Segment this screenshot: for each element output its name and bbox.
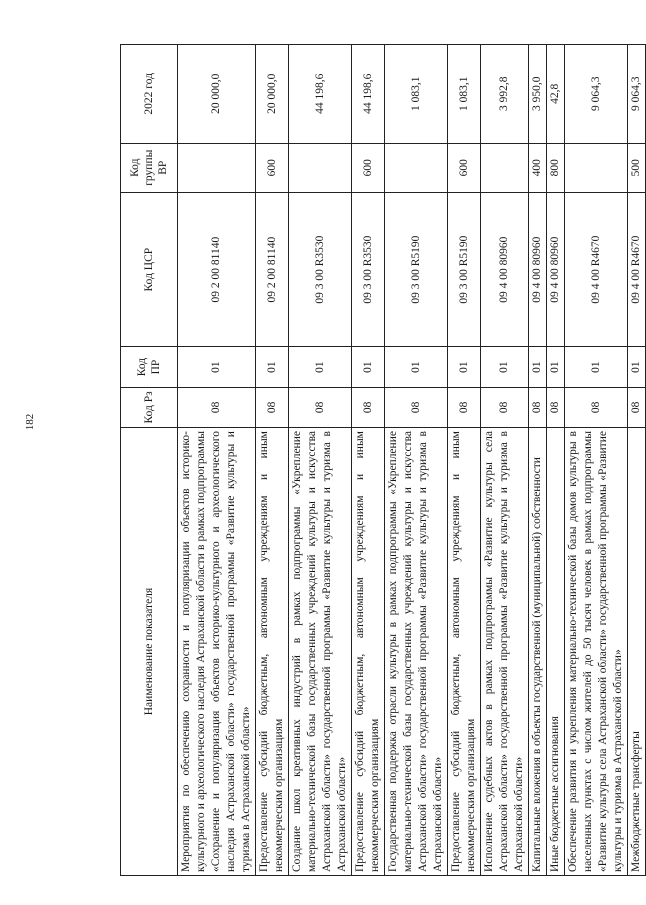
table-row <box>385 45 448 876</box>
row-pr-cell: 01 <box>547 347 565 387</box>
row-vr-cell <box>178 143 256 192</box>
table-row <box>565 45 628 876</box>
row-value-cell: 20 000,0 <box>178 45 256 144</box>
row-name-cell: Обеспечение развития и укрепления материально-технической базы домов культуры в населенных пунктах с числом жителей до 50 тысяч человек в рамках подпрограммы «Развитие культуры села Астраханской области» государственной программы «Развитие культуры и туризма в Астраханской области» <box>565 428 628 876</box>
row-csr-cell: 09 4 00 80960 <box>547 192 565 347</box>
row-csr-cell: 09 4 00 R4670 <box>565 192 628 347</box>
row-pr-cell: 01 <box>178 347 256 387</box>
row-vr-cell: 500 <box>628 143 646 192</box>
row-pr-cell: 01 <box>565 347 628 387</box>
row-vr-cell <box>385 143 448 192</box>
row-name-cell: Предоставление субсидий бюджетным, автономным учреждениям и иным некоммерческим организациям <box>352 428 385 876</box>
row-value-cell: 9 064,3 <box>565 45 628 144</box>
header-name: Наименование показателя <box>121 428 178 876</box>
header-row <box>121 45 178 876</box>
page-number: 182 <box>24 413 36 431</box>
row-pr-cell: 01 <box>529 347 547 387</box>
row-pr-cell: 01 <box>448 347 481 387</box>
row-csr-cell: 09 3 00 R3530 <box>352 192 385 347</box>
row-rz-cell: 08 <box>256 387 289 427</box>
row-value-cell: 20 000,0 <box>256 45 289 144</box>
row-csr-cell: 09 4 00 80960 <box>481 192 529 347</box>
row-rz-cell: 08 <box>529 387 547 427</box>
row-name-cell: Иные бюджетные ассигнования <box>547 428 565 876</box>
budget-table <box>120 44 646 876</box>
row-vr-cell <box>565 143 628 192</box>
row-rz-cell: 08 <box>565 387 628 427</box>
row-rz-cell: 08 <box>352 387 385 427</box>
row-pr-cell: 01 <box>289 347 352 387</box>
header-vr: Код группы ВР <box>121 143 178 192</box>
row-value-cell: 3 992,8 <box>481 45 529 144</box>
row-csr-cell: 09 4 00 80960 <box>529 192 547 347</box>
row-value-cell: 42,8 <box>547 45 565 144</box>
table-row <box>481 45 529 876</box>
row-vr-cell: 600 <box>352 143 385 192</box>
row-rz-cell: 08 <box>385 387 448 427</box>
row-name-cell: Межбюджетные трансферты <box>628 428 646 876</box>
row-vr-cell: 800 <box>547 143 565 192</box>
header-year: 2022 год <box>121 45 178 144</box>
row-name-cell: Капитальные вложения в объекты государственной (муниципальной) собственности <box>529 428 547 876</box>
row-rz-cell: 08 <box>448 387 481 427</box>
row-csr-cell: 09 2 00 81140 <box>178 192 256 347</box>
row-rz-cell: 08 <box>547 387 565 427</box>
table-row <box>178 45 256 876</box>
row-csr-cell: 09 4 00 R4670 <box>628 192 646 347</box>
row-rz-cell: 08 <box>481 387 529 427</box>
row-value-cell: 44 198,6 <box>352 45 385 144</box>
row-pr-cell: 01 <box>385 347 448 387</box>
row-vr-cell: 400 <box>529 143 547 192</box>
row-pr-cell: 01 <box>256 347 289 387</box>
row-csr-cell: 09 3 00 R3530 <box>289 192 352 347</box>
table-row <box>628 45 646 876</box>
row-rz-cell: 08 <box>289 387 352 427</box>
row-rz-cell: 08 <box>628 387 646 427</box>
row-vr-cell <box>289 143 352 192</box>
row-value-cell: 3 950,0 <box>529 45 547 144</box>
row-rz-cell: 08 <box>178 387 256 427</box>
row-vr-cell: 600 <box>448 143 481 192</box>
row-value-cell: 9 064,3 <box>628 45 646 144</box>
row-name-cell: Мероприятия по обеспечению сохранности и популяризации объектов историко-культурного и археологического наследия Астраханской области в рамках подпрограммы «Сохранение и популяризация объектов историко-культурного и археологического наследия Астраханской области» государственной программы «Развитие культуры и туризма в Астраханской области» <box>178 428 256 876</box>
row-value-cell: 1 083,1 <box>385 45 448 144</box>
row-pr-cell: 01 <box>352 347 385 387</box>
table-row <box>289 45 352 876</box>
table-row <box>256 45 289 876</box>
table-row <box>352 45 385 876</box>
row-pr-cell: 01 <box>628 347 646 387</box>
row-value-cell: 1 083,1 <box>448 45 481 144</box>
row-vr-cell <box>481 143 529 192</box>
row-name-cell: Предоставление субсидий бюджетным, автономным учреждениям и иным некоммерческим организациям <box>448 428 481 876</box>
row-vr-cell: 600 <box>256 143 289 192</box>
row-pr-cell: 01 <box>481 347 529 387</box>
row-value-cell: 44 198,6 <box>289 45 352 144</box>
row-name-cell: Исполнение судебных актов в рамках подпрограммы «Развитие культуры села Астраханской области» государственной программы «Развитие культуры и туризма в Астраханской области» <box>481 428 529 876</box>
table-row <box>448 45 481 876</box>
row-name-cell: Создание школ креативных индустрий в рамках подпрограммы «Укрепление материально-технической базы государственных учреждений культуры и искусства Астраханской области» государственной программы «Развитие культуры и туризма в Астраханской области» <box>289 428 352 876</box>
header-rz: Код Рз <box>121 387 178 427</box>
header-pr: Код ПР <box>121 347 178 387</box>
header-csr: Код ЦСР <box>121 192 178 347</box>
rotated-table-wrapper <box>120 44 642 876</box>
table-row <box>547 45 565 876</box>
table-row <box>529 45 547 876</box>
row-csr-cell: 09 3 00 R5190 <box>448 192 481 347</box>
row-csr-cell: 09 2 00 81140 <box>256 192 289 347</box>
row-name-cell: Предоставление субсидий бюджетным, автономным учреждениям и иным некоммерческим организациям <box>256 428 289 876</box>
row-name-cell: Государственная поддержка отрасли культуры в рамках подпрограммы «Укрепление материально-технической базы государственных учреждений культуры и искусства Астраханской области» государственной программы «Развитие культуры и туризма в Астраханской области» <box>385 428 448 876</box>
row-csr-cell: 09 3 00 R5190 <box>385 192 448 347</box>
